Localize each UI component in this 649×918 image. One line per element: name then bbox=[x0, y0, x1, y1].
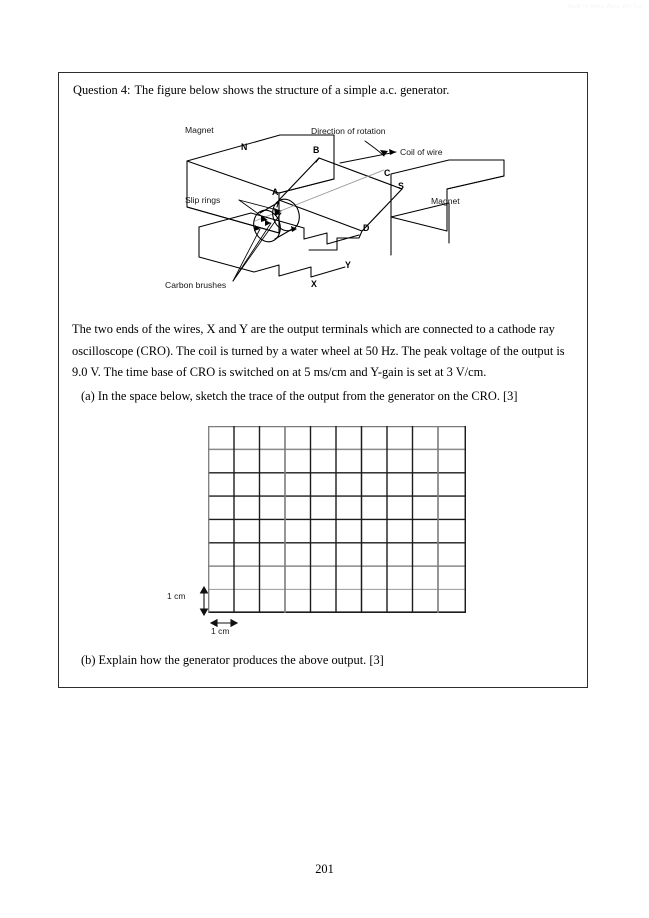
label-corner-a: A bbox=[272, 187, 279, 197]
label-corner-b: B bbox=[313, 145, 320, 155]
magnet-south-block bbox=[391, 160, 504, 255]
ac-generator-diagram bbox=[159, 121, 519, 309]
part-b-text: (b) Explain how the generator produces the above output. [3] bbox=[81, 653, 384, 667]
body-paragraph-text: The two ends of the wires, X and Y are the output terminals which are connected to a cathode ray oscilloscope (CRO). The coil is turned by a water wheel at 50 Hz. The peak voltage of the output is 9.0 V. The time base of CRO is switched on at 5 ms/cm and Y-gain is set at 3 V/cm. bbox=[72, 322, 565, 379]
label-terminal-x: X bbox=[311, 279, 317, 289]
label-magnet-left: Magnet bbox=[185, 125, 214, 135]
page-number: 201 bbox=[315, 862, 334, 876]
part-a-text: (a) In the space below, sketch the trace of the output from the generator on the CRO. [3] bbox=[81, 389, 518, 403]
label-magnet-right: Magnet bbox=[431, 196, 460, 206]
label-terminal-y: Y bbox=[345, 260, 351, 270]
label-pole-south: S bbox=[398, 181, 404, 191]
question-heading-text: The figure below shows the structure of a simple a.c. generator. bbox=[134, 83, 450, 97]
grid-horizontal-calibration-label: 1 cm bbox=[211, 626, 230, 636]
question-number: Question 4: bbox=[73, 83, 131, 97]
label-slip-rings: Slip rings bbox=[185, 195, 221, 205]
scanner-watermark: Made by Anhui Wang Wei Xue bbox=[567, 4, 643, 10]
body-paragraph bbox=[72, 319, 577, 384]
label-pole-north: N bbox=[241, 142, 248, 152]
label-corner-c: C bbox=[384, 168, 391, 178]
question-frame bbox=[58, 72, 588, 688]
grid-vertical-calibration-label: 1 cm bbox=[167, 591, 186, 601]
label-direction-of-rotation: Direction of rotation bbox=[311, 126, 386, 136]
coil-of-wire-pointer bbox=[340, 152, 396, 163]
question-heading bbox=[73, 83, 449, 98]
label-coil-of-wire: Coil of wire bbox=[400, 147, 443, 157]
label-carbon-brushes: Carbon brushes bbox=[165, 280, 227, 290]
direction-of-rotation-arrow bbox=[365, 141, 384, 156]
label-corner-d: D bbox=[363, 223, 370, 233]
magnet-north-block bbox=[187, 135, 334, 233]
